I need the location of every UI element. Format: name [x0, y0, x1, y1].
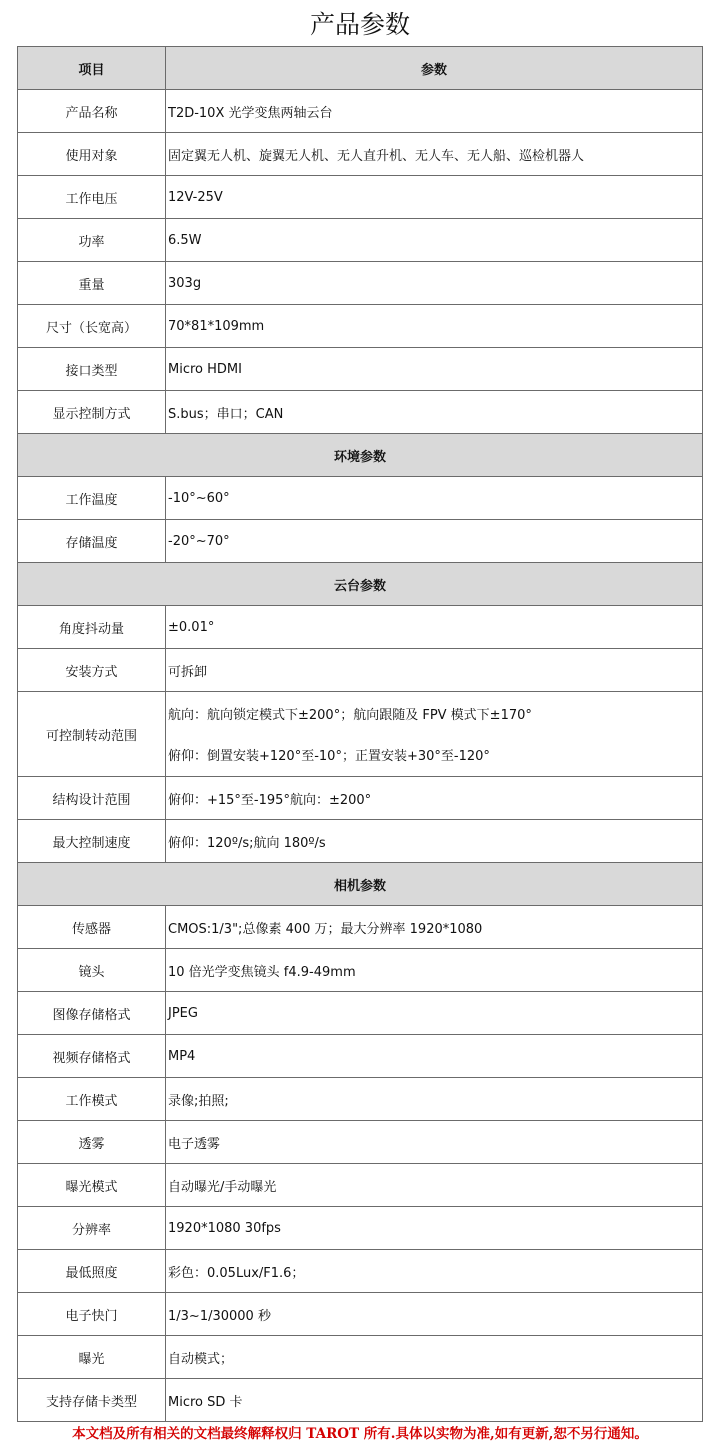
section-gimbal	[18, 563, 703, 606]
basic-rows	[18, 90, 703, 434]
section-camera	[18, 863, 703, 906]
row-value: 70*81*109mm	[166, 305, 703, 348]
row-label: 最低照度	[18, 1250, 166, 1293]
table-row	[18, 1121, 703, 1164]
table-row	[18, 176, 703, 219]
row-label: 可控制转动范围	[18, 692, 166, 777]
row-value: -20°~70°	[166, 520, 703, 563]
row-label: 传感器	[18, 906, 166, 949]
row-value	[166, 692, 703, 777]
table-row	[18, 305, 703, 348]
row-value: JPEG	[166, 992, 703, 1035]
table-row	[18, 1336, 703, 1379]
row-value: 12V-25V	[166, 176, 703, 219]
row-label: 透雾	[18, 1121, 166, 1164]
row-label: 功率	[18, 219, 166, 262]
row-value: MP4	[166, 1035, 703, 1078]
table-row	[18, 520, 703, 563]
table-row	[18, 1035, 703, 1078]
row-label: 结构设计范围	[18, 777, 166, 820]
row-label: 使用对象	[18, 133, 166, 176]
row-value: 电子透雾	[166, 1121, 703, 1164]
table-row	[18, 649, 703, 692]
row-value: 6.5W	[166, 219, 703, 262]
row-label: 重量	[18, 262, 166, 305]
header-param: 参数	[166, 47, 703, 90]
row-value: 1/3~1/30000 秒	[166, 1293, 703, 1336]
row-label: 曝光模式	[18, 1164, 166, 1207]
row-value: 303g	[166, 262, 703, 305]
table-row	[18, 820, 703, 863]
row-value: 俯仰：120º/s;航向 180º/s	[166, 820, 703, 863]
row-label: 显示控制方式	[18, 391, 166, 434]
table-row	[18, 391, 703, 434]
table-row	[18, 949, 703, 992]
gimbal-rows-2	[18, 777, 703, 863]
row-value: 10 倍光学变焦镜头 f4.9-49mm	[166, 949, 703, 992]
page-title: 产品参数	[309, 10, 410, 39]
section-title: 相机参数	[18, 863, 703, 906]
row-value: 自动曝光/手动曝光	[166, 1164, 703, 1207]
row-label: 接口类型	[18, 348, 166, 391]
row-value: 固定翼无人机、旋翼无人机、无人直升机、无人车、无人船、巡检机器人	[166, 133, 703, 176]
row-label: 最大控制速度	[18, 820, 166, 863]
table-row	[18, 992, 703, 1035]
row-label: 尺寸（长宽高）	[18, 305, 166, 348]
row-value: 可拆卸	[166, 649, 703, 692]
table-row	[18, 133, 703, 176]
table-row	[18, 90, 703, 133]
row-label: 图像存储格式	[18, 992, 166, 1035]
table-row	[18, 477, 703, 520]
env-rows	[18, 477, 703, 563]
row-label: 镜头	[18, 949, 166, 992]
row-value: 1920*1080 30fps	[166, 1207, 703, 1250]
table-header	[18, 47, 703, 90]
rotation-line-yaw: 航向：航向锁定模式下±200°；航向跟随及 FPV 模式下±170°	[168, 708, 532, 723]
row-label: 安装方式	[18, 649, 166, 692]
row-value: S.bus；串口；CAN	[166, 391, 703, 434]
section-title: 云台参数	[18, 563, 703, 606]
row-value: CMOS:1/3";总像素 400 万；最大分辨率 1920*1080	[166, 906, 703, 949]
rotation-line-pitch: 俯仰：倒置安装+120°至-10°；正置安装+30°至-120°	[168, 749, 490, 764]
row-label: 支持存储卡类型	[18, 1379, 166, 1422]
row-value: T2D-10X 光学变焦两轴云台	[166, 90, 703, 133]
row-label: 工作温度	[18, 477, 166, 520]
row-label: 工作电压	[18, 176, 166, 219]
row-value: -10°~60°	[166, 477, 703, 520]
row-value: 录像;拍照;	[166, 1078, 703, 1121]
camera-rows	[18, 906, 703, 1422]
row-label: 工作模式	[18, 1078, 166, 1121]
table-row	[18, 1293, 703, 1336]
footer-disclaimer: 本文档及所有相关的文档最终解释权归 TAROT 所有.具体以实物为准,如有更新,恕不另行通知。	[72, 1426, 648, 1442]
table-row	[18, 1164, 703, 1207]
row-value: ±0.01°	[166, 606, 703, 649]
gimbal-rows	[18, 606, 703, 692]
table-row	[18, 1379, 703, 1422]
row-value: Micro SD 卡	[166, 1379, 703, 1422]
section-env	[18, 434, 703, 477]
table-row	[18, 606, 703, 649]
table-row	[18, 1250, 703, 1293]
row-label: 视频存储格式	[18, 1035, 166, 1078]
spec-table	[17, 46, 703, 1422]
row-value: 自动模式；	[166, 1336, 703, 1379]
row-label: 曝光	[18, 1336, 166, 1379]
table-row	[18, 1207, 703, 1250]
row-value: 俯仰：+15°至-195°航向：±200°	[166, 777, 703, 820]
table-row	[18, 777, 703, 820]
table-row	[18, 219, 703, 262]
section-title: 环境参数	[18, 434, 703, 477]
row-label: 产品名称	[18, 90, 166, 133]
row-label: 分辨率	[18, 1207, 166, 1250]
table-row	[18, 692, 703, 777]
table-row	[18, 906, 703, 949]
row-label: 角度抖动量	[18, 606, 166, 649]
row-label: 电子快门	[18, 1293, 166, 1336]
row-label: 存储温度	[18, 520, 166, 563]
header-item: 项目	[18, 47, 166, 90]
table-row	[18, 1078, 703, 1121]
row-value: 彩色：0.05Lux/F1.6；	[166, 1250, 703, 1293]
table-row	[18, 262, 703, 305]
row-value: Micro HDMI	[166, 348, 703, 391]
table-row	[18, 348, 703, 391]
